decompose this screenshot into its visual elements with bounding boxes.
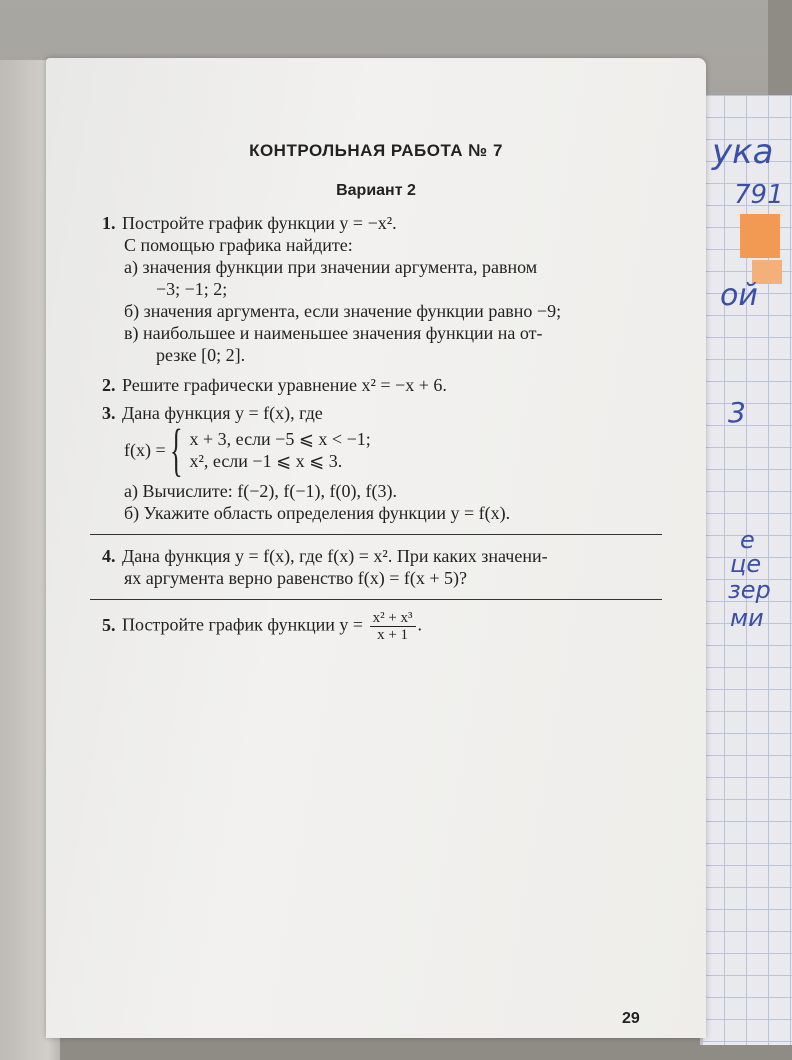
handwriting-4: 3 xyxy=(728,396,746,429)
task-item-b: б) значения аргумента, если значение функции равно −9; xyxy=(124,301,562,321)
test-content xyxy=(102,132,650,649)
task-item-a: а) Вычислите: f(−2), f(−1), f(0), f(3). xyxy=(124,481,397,501)
task-statement: Постройте график функции y = −x². xyxy=(122,213,397,233)
fraction-denominator: x + 1 xyxy=(377,627,409,643)
handwriting-1: ука xyxy=(712,132,774,172)
task-number: 4. xyxy=(102,546,116,566)
task-number: 1. xyxy=(102,213,116,233)
task-1 xyxy=(102,212,650,366)
brace-symbol: { xyxy=(169,417,183,482)
task-3 xyxy=(102,402,650,524)
task-statement: Дана функция y = f(x), где xyxy=(122,403,323,423)
task-item-a-cont: −3; −1; 2; xyxy=(156,279,228,299)
piecewise-cases xyxy=(189,428,370,472)
piecewise-case-1: x + 3, если −5 ⩽ x < −1; xyxy=(189,429,371,449)
task-item-c: в) наибольшее и наименьшее значения функции на от- xyxy=(124,323,543,343)
piecewise-case-2: x², если −1 ⩽ x ⩽ 3. xyxy=(189,451,343,471)
task-number: 5. xyxy=(102,614,116,635)
task-5 xyxy=(102,610,650,643)
task-statement: Постройте график функции y = xyxy=(122,614,364,635)
task-item-c-cont: резке [0; 2]. xyxy=(156,345,246,365)
handwriting-2: 791 xyxy=(734,180,784,210)
fraction xyxy=(370,610,416,643)
task-statement: Дана функция y = f(x), где f(x) = x². При каких значени- xyxy=(122,546,548,566)
handwriting-5: е xyxy=(740,526,755,554)
task-statement-end: . xyxy=(417,614,423,635)
task-2 xyxy=(102,374,650,396)
divider xyxy=(90,599,662,600)
page-number: 29 xyxy=(622,1010,640,1027)
task-4 xyxy=(102,545,650,589)
task-statement: Решите графически уравнение x² = −x + 6. xyxy=(122,375,447,395)
piecewise-lhs: f(x) = xyxy=(124,440,166,460)
page-title: КОНТРОЛЬНАЯ РАБОТА № 7 xyxy=(249,141,503,160)
piecewise-definition xyxy=(102,417,650,482)
task-number: 3. xyxy=(102,403,116,423)
task-item-a: а) значения функции при значении аргумента, равном xyxy=(124,257,538,277)
task-statement-cont: ях аргумента верно равенство f(x) = f(x + 5)? xyxy=(124,568,468,588)
fraction-numerator: x² + x³ xyxy=(370,610,416,627)
divider xyxy=(90,534,662,535)
variant-heading: Вариант 2 xyxy=(336,182,416,199)
handwriting-8: ми xyxy=(730,604,764,632)
handwriting-7: зер xyxy=(728,576,771,604)
handwriting-3: ой xyxy=(720,278,758,313)
handwriting-6: це xyxy=(730,550,762,578)
notebook-highlight xyxy=(740,214,780,258)
task-item-b: б) Укажите область определения функции y = f(x). xyxy=(124,503,511,523)
task-intro: С помощью графика найдите: xyxy=(124,235,353,255)
task-number: 2. xyxy=(102,375,116,395)
